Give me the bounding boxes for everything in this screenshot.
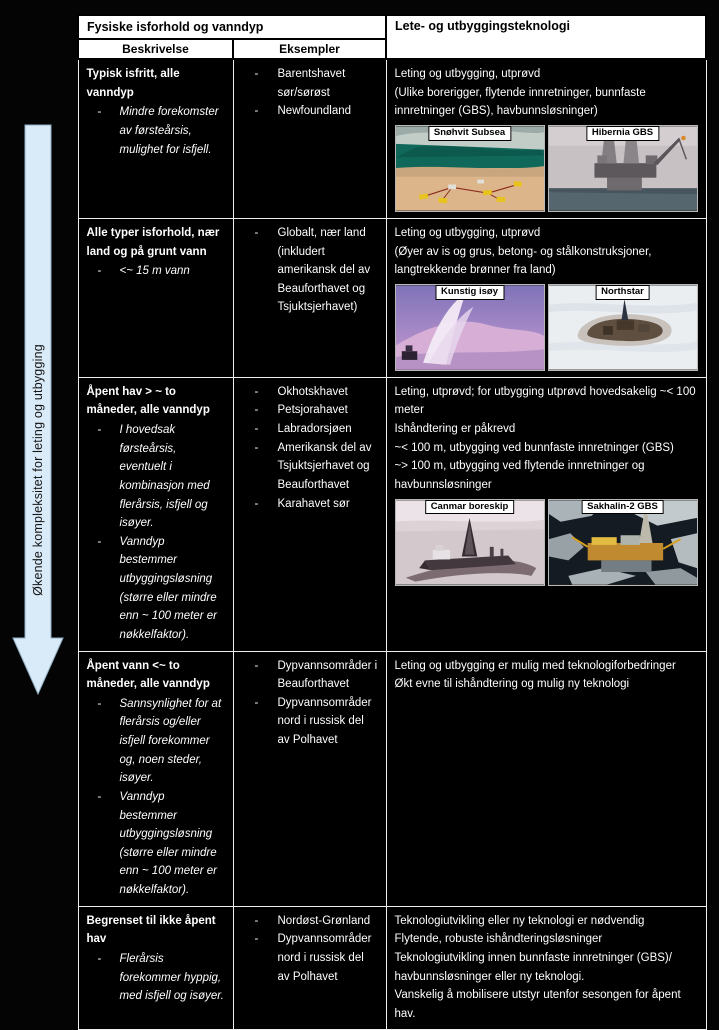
- description-bullet: - I hovedsak førsteårsis, eventuelt i kombinasjon med flerårsis, isfjell og isøyer.: [87, 421, 225, 533]
- table-row: [78, 218, 706, 377]
- description-title: Alle typer isforhold, nær land og på grunt vann: [86, 226, 220, 258]
- technology-line: Teknologiutvikling eller ny teknologi er nødvendig: [394, 914, 645, 927]
- complexity-arrow-label: Økende kompleksitet for leting og utbygging: [31, 344, 45, 596]
- description-bullet: - Vanndyp bestemmer utbyggingsløsning (større eller mindre enn ~ 100 meter er nøkkelfaktor).: [87, 533, 225, 645]
- description-bullet: - Sannsynlighet for at flerårsis og/eller isfjell forekommer og, noen steder, isøyer.: [87, 695, 225, 788]
- photo-strip: [395, 499, 698, 586]
- photo-label: Sakhalin-2 GBS: [581, 500, 664, 515]
- header-technology: Lete- og utbyggingsteknologi: [386, 15, 706, 59]
- description-bullet: - Vanndyp bestemmer utbyggingsløsning (større eller mindre enn ~ 100 meter er nøkkelfaktor).: [87, 788, 225, 900]
- technology-line: Leting og utbygging, utprøvd: [394, 226, 541, 239]
- technology-line: Vanskelig å mobilisere utstyr utenfor sesongen for åpent hav.: [394, 989, 681, 1020]
- photo-label: Hibernia GBS: [586, 126, 659, 141]
- description-title: Åpent hav > ~ to måneder, alle vanndyp: [86, 385, 210, 417]
- photo-label: Northstar: [595, 285, 650, 300]
- examples-cell: [233, 651, 386, 906]
- technology-line: Flytende, robuste ishåndteringsløsninger: [394, 933, 603, 946]
- technology-cell: [386, 651, 706, 906]
- example-item: - Dypvannsområder nord i russisk del av Polhavet: [242, 694, 378, 750]
- example-item: - Dypvannsområder i Beauforthavet: [242, 657, 378, 694]
- description-bullet: - Mindre forekomster av førsteårsis, mulighet for isfjell.: [87, 103, 225, 159]
- example-item: - Amerikansk del av Tsjuktsjerhavet og Beauforthavet: [242, 439, 378, 495]
- photo-strip: [395, 284, 698, 371]
- photo-canmar-boreskip: [395, 499, 545, 586]
- example-item: - Newfoundland: [242, 102, 378, 121]
- photo-label: Snøhvit Subsea: [428, 126, 511, 141]
- technology-line: (Ulike borerigger, flytende innretninger, bunnfaste innretninger (GBS), havbunnsløsninger): [394, 86, 646, 118]
- technology-line: Økt evne til ishåndtering og mulig ny teknologi: [394, 678, 630, 691]
- photo-northstar: [548, 284, 698, 371]
- example-item: - Dypvannsområder nord i russisk del av Polhavet: [242, 930, 378, 986]
- header-examples: Eksempler: [233, 39, 386, 59]
- description-bullet: - <~ 15 m vann: [87, 262, 225, 281]
- example-item: - Barentshavet sør/sørøst: [242, 65, 378, 102]
- technology-cell: [386, 59, 706, 218]
- description-title: Åpent vann <~ to måneder, alle vanndyp: [86, 659, 210, 691]
- description-bullet: - Flerårsis forekommer hyppig, med isfjell og isøyer.: [87, 950, 225, 1006]
- example-item: - Labradorsjøen: [242, 420, 378, 439]
- description-title: Typisk isfritt, alle vanndyp: [86, 68, 180, 99]
- complexity-arrow: [12, 124, 64, 696]
- technology-line: ~< 100 m, utbygging ved bunnfaste innretninger (GBS): [394, 441, 674, 454]
- example-item: - Karahavet sør: [242, 495, 378, 514]
- photo-kunstig-isoy: [395, 284, 545, 371]
- photo-label: Canmar boreskip: [425, 500, 515, 515]
- table-row: [78, 651, 706, 906]
- example-item: - Nordøst-Grønland: [242, 912, 378, 931]
- photo-hibernia-gbs: [548, 125, 698, 212]
- technology-line: Leting og utbygging, utprøvd: [394, 68, 541, 80]
- technology-line: Leting og utbygging er mulig med teknologiforbedringer: [394, 659, 676, 672]
- example-item: - Petsjorahavet: [242, 401, 378, 420]
- description-cell: [78, 59, 233, 218]
- example-item: - Okhotskhavet: [242, 383, 378, 402]
- description-cell: [78, 906, 233, 1030]
- header-description: Beskrivelse: [78, 39, 233, 59]
- technology-line: (Øyer av is og grus, betong- og stålkonstruksjoner, langtrekkende brønner fra land): [394, 245, 652, 277]
- examples-cell: [233, 59, 386, 218]
- examples-cell: [233, 906, 386, 1030]
- photo-label: Kunstig isøy: [435, 285, 504, 300]
- table-row: [78, 59, 706, 218]
- header-physical-conditions: Fysiske isforhold og vanndyp: [78, 15, 386, 39]
- photo-strip: [395, 125, 698, 212]
- description-title: Begrenset til ikke åpent hav: [86, 914, 216, 946]
- example-item: - Globalt, nær land (inkludert amerikansk del av Beauforthavet og Tsjuktsjerhavet): [242, 224, 378, 317]
- technology-cell: [386, 906, 706, 1030]
- examples-cell: [233, 377, 386, 651]
- technology-cell: [386, 218, 706, 377]
- technology-line: Leting, utprøvd; for utbygging utprøvd hovedsakelig ~< 100 meter: [394, 385, 696, 417]
- description-cell: [78, 651, 233, 906]
- conditions-technology-table: [77, 14, 707, 1030]
- photo-snohvit-subsea: [395, 125, 545, 212]
- technology-line: ~> 100 m, utbygging ved flytende innretninger og havbunnsløsninger: [394, 460, 645, 491]
- description-cell: [78, 377, 233, 651]
- technology-line: Teknologiutvikling innen bunnfaste innretninger (GBS)/ havbunnsløsninger eller ny teknologi.: [394, 951, 672, 983]
- table-row: [78, 377, 706, 651]
- table-row: [78, 906, 706, 1030]
- technology-line: Ishåndtering er påkrevd: [394, 423, 516, 435]
- description-cell: [78, 218, 233, 377]
- technology-cell: [386, 377, 706, 651]
- examples-cell: [233, 218, 386, 377]
- photo-sakhalin-gbs: [548, 499, 698, 586]
